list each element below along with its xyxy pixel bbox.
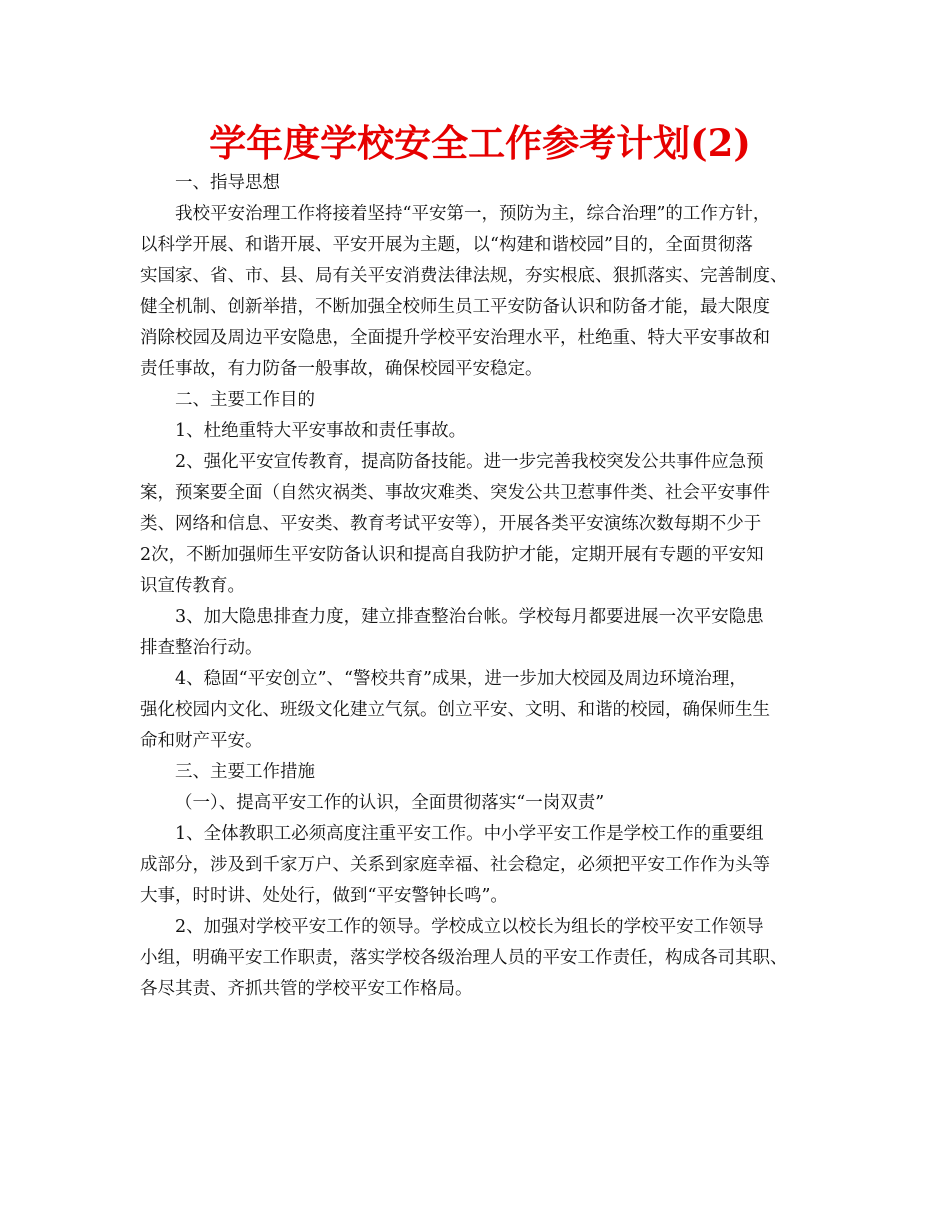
document-page bbox=[140, 118, 820, 1005]
text-line: 2、加强对学校平安工作的领导。学校成立以校长为组长的学校平安工作领导 bbox=[175, 917, 764, 937]
text-line: 1、杜绝重特大平安事故和责任事故。 bbox=[175, 421, 467, 441]
text-line: 大事，时时讲、处处行，做到“平安警钟长鸣”。 bbox=[140, 886, 508, 906]
text-line: 强化校园内文化、班级文化建立气氛。创立平安、文明、和谐的校园，确保师生生 bbox=[140, 700, 770, 720]
text-line: 排查整治行动。 bbox=[140, 638, 263, 658]
text-line: 2、强化平安宣传教育，提高防备技能。进一步完善我校突发公共事件应急预 bbox=[175, 452, 764, 472]
text-line: 消除校园及周边平安隐患，全面提升学校平安治理水平，杜绝重、特大平安事故和 bbox=[140, 328, 770, 348]
document-title: 学年度学校安全工作参考计划(2) bbox=[209, 121, 751, 165]
text-line: 小组，明确平安工作职责，落实学校各级治理人员的平安工作责任，构成各司其职、 bbox=[140, 948, 788, 968]
text-line: 各尽其责、齐抓共管的学校平安工作格局。 bbox=[140, 979, 473, 999]
text-line: 三、主要工作措施 bbox=[175, 762, 315, 782]
text-line: 实国家、省、市、县、局有关平安消费法律法规，夯实根底、狠抓落实、完善制度、 bbox=[140, 266, 788, 286]
text-line: 4、稳固“平安创立”、“警校共育”成果，进一步加大校园及周边环境治理， bbox=[175, 669, 747, 689]
text-line: 成部分，涉及到千家万户、关系到家庭幸福、社会稳定，必须把平安工作作为头等 bbox=[140, 855, 770, 875]
text-line: 类、网络和信息、平安类、教育考试平安等），开展各类平安演练次数每期不少于 bbox=[140, 514, 762, 534]
text-line: 1、全体教职工必须高度注重平安工作。中小学平安工作是学校工作的重要组 bbox=[175, 824, 764, 844]
text-line: 案，预案要全面（自然灾祸类、事故灾难类、突发公共卫惹事件类、社会平安事件 bbox=[140, 483, 770, 503]
text-line: 2次，不断加强师生平安防备认识和提高自我防护才能，定期开展有专题的平安知 bbox=[140, 545, 764, 565]
document-body bbox=[140, 168, 820, 1005]
text-line: 3、加大隐患排查力度，建立排查整治台帐。学校每月都要进展一次平安隐患 bbox=[175, 607, 764, 627]
text-line: 健全机制、创新举措，不断加强全校师生员工平安防备认识和防备才能，最大限度 bbox=[140, 297, 770, 317]
text-line: （一）、提高平安工作的认识，全面贯彻落实“一岗双责” bbox=[175, 793, 605, 813]
text-line: 一、指导思想 bbox=[175, 173, 280, 193]
text-line: 以科学开展、和谐开展、平安开展为主题，以“构建和谐校园”目的，全面贯彻落 bbox=[140, 235, 753, 255]
text-line: 责任事故，有力防备一般事故，确保校园平安稳定。 bbox=[140, 359, 543, 379]
text-line: 二、主要工作目的 bbox=[175, 390, 315, 410]
text-line: 我校平安治理工作将接着坚持“平安第一，预防为主，综合治理”的工作方针， bbox=[175, 204, 771, 224]
text-line: 命和财产平安。 bbox=[140, 731, 263, 751]
text-line: 识宣传教育。 bbox=[140, 576, 245, 596]
